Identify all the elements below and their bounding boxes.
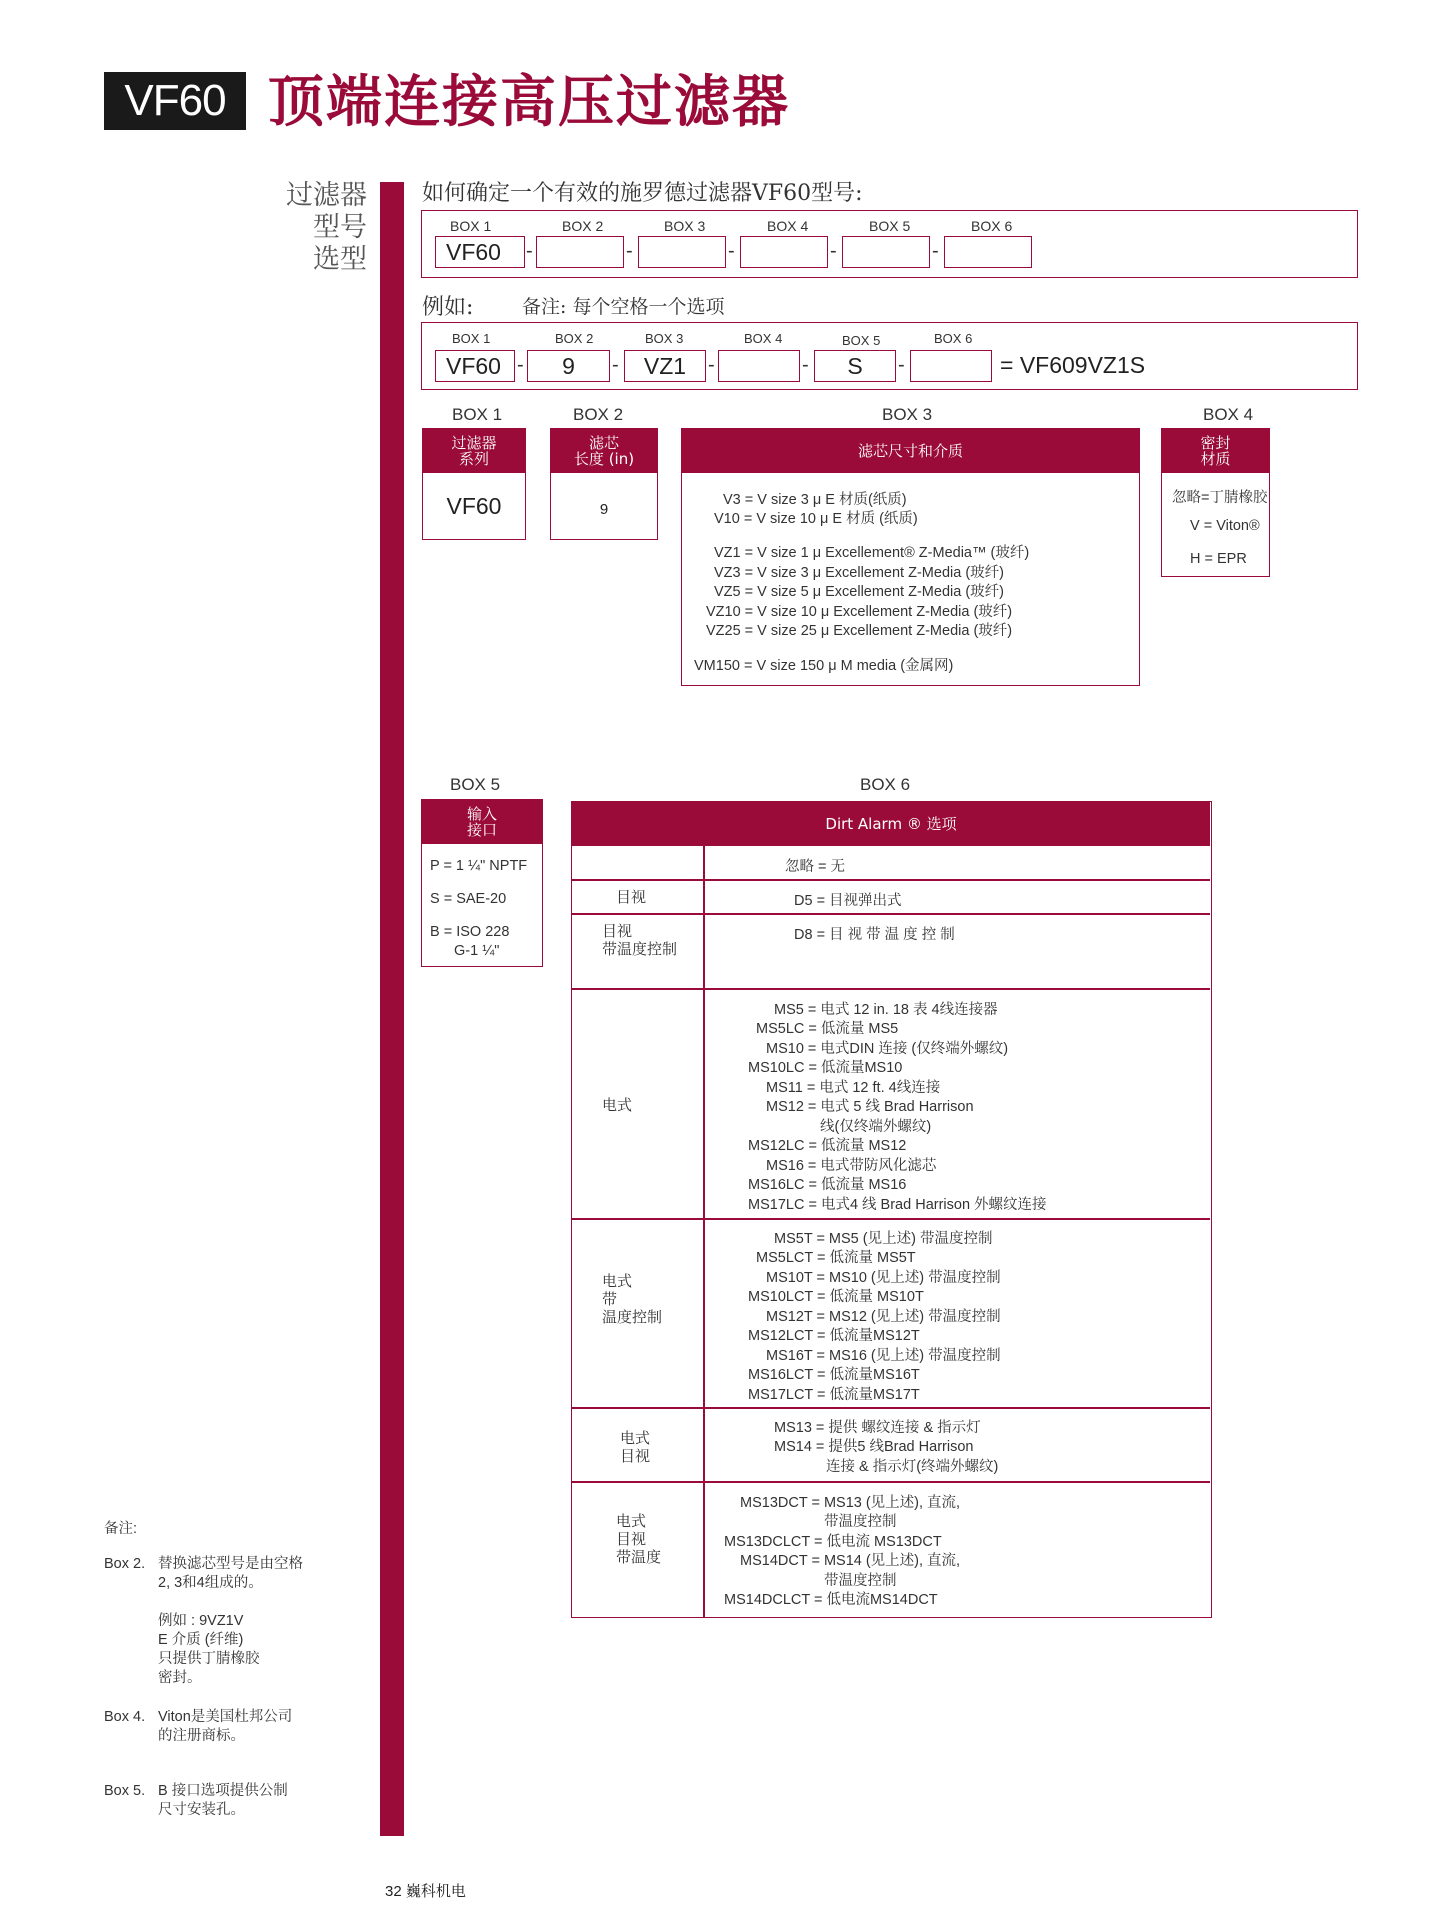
box6-electric-label: 电式 [602, 1097, 633, 1114]
column-divider [703, 846, 705, 1617]
example-dash: - [802, 354, 809, 376]
form-dash: - [728, 240, 735, 262]
box3-option: VM150 = V size 150 μ M media (金属网) [694, 658, 954, 674]
option-line: MS14DCLCT = 低电流MS14DCT [724, 1592, 938, 1608]
example-dash: - [517, 354, 524, 376]
form-label: BOX 2 [562, 218, 604, 234]
box3-option: VZ5 = V size 5 μ Excellement Z-Media (玻纤) [714, 584, 1004, 600]
option-line: 线(仅终端外螺纹) [820, 1119, 932, 1135]
row-divider [572, 879, 1210, 881]
option-line: MS12LCT = 低流量MS12T [748, 1328, 920, 1344]
box6-head: Dirt Alarm ® 选项 [572, 802, 1210, 846]
form-dash: - [830, 240, 837, 262]
example-label-box: BOX 6 [934, 331, 973, 346]
box4-label: BOX 4 [1203, 405, 1254, 424]
note-box2-label: Box 2. [104, 1556, 146, 1572]
option-line: MS14DCT = MS14 (见上述), 直流, [740, 1553, 961, 1569]
box2-section [550, 428, 658, 540]
box1-head-line: 系列 [458, 450, 489, 468]
note-line: 的注册商标。 [158, 1728, 245, 1744]
box1-section [422, 428, 526, 540]
box5-head [422, 800, 542, 844]
model-tag: VF60 [104, 72, 246, 130]
box6-electric-visual-options [774, 1416, 1194, 1478]
example-dash: - [708, 354, 715, 376]
box6-electric-visual-label [620, 1430, 650, 1466]
label-line: 目视 [620, 1448, 651, 1465]
note-line: 替换滤芯型号是由空格 [158, 1556, 303, 1572]
example-box-1: VF60 [435, 350, 515, 382]
box4-option: 忽略=丁腈橡胶 [1172, 490, 1268, 506]
note-line: 例如 : 9VZ1V [158, 1613, 244, 1629]
option-line: 连接 & 指示灯(终端外螺纹) [826, 1459, 999, 1475]
selection-heading-line: 过滤器 [286, 180, 367, 211]
option-line: MS13DCT = MS13 (见上述), 直流, [740, 1495, 961, 1511]
box5-label: BOX 5 [450, 775, 501, 794]
box2-value: 9 [599, 501, 609, 518]
box1-head-line: 过滤器 [451, 434, 497, 452]
option-line: MS12T = MS12 (见上述) 带温度控制 [766, 1309, 1001, 1325]
option-line: MS13DCLCT = 低电流 MS13DCT [724, 1534, 942, 1550]
box2-head [551, 429, 657, 473]
page-footer: 32 巍科机电 [385, 1883, 466, 1900]
vertical-accent-bar [380, 182, 404, 1836]
label-line: 温度控制 [602, 1309, 663, 1326]
form-box-2[interactable] [536, 236, 624, 268]
option-line: MS5 = 电式 12 in. 18 表 4线连接器 [774, 1002, 998, 1018]
box2-head-line: 长度 (in) [573, 450, 635, 468]
form-box-4[interactable] [740, 236, 828, 268]
selection-heading-line: 型号 [313, 212, 367, 243]
label-line: 电式 [616, 1513, 647, 1530]
box5-head-line: 接口 [466, 821, 497, 839]
label-line: 电式 [620, 1430, 651, 1447]
option-line: MS16LCT = 低流量MS16T [748, 1367, 920, 1383]
option-line: MS10 = 电式DIN 连接 (仅终端外螺纹) [766, 1041, 1009, 1057]
option-line: MS14 = 提供5 线Brad Harrison [774, 1439, 974, 1455]
option-line: MS5LCT = 低流量 MS5T [756, 1250, 916, 1266]
row-divider [572, 1407, 1210, 1409]
note-line: E 介质 (纤维) [158, 1632, 244, 1648]
how-to-text: 如何确定一个有效的施罗德过滤器VF60型号: [422, 181, 863, 206]
note-line: 只提供丁腈橡胶 [158, 1651, 260, 1667]
form-label: BOX 6 [971, 218, 1013, 234]
box4-option: H = EPR [1190, 551, 1247, 567]
box2-head-line: 滤芯 [588, 434, 619, 452]
example-note: 备注: 每个空格一个选项 [522, 296, 725, 318]
selection-heading [272, 180, 367, 276]
box6-electric-temp-options [748, 1227, 1188, 1403]
example-box-4 [718, 350, 800, 382]
form-dash: - [932, 240, 939, 262]
box5-option: B = ISO 228 [430, 924, 510, 940]
option-line: 带温度控制 [824, 1573, 897, 1589]
box6-visual-label: 目视 [616, 889, 647, 906]
form-label: BOX 1 [450, 218, 492, 234]
example-box-2: 9 [527, 350, 610, 382]
label-line: 带 [602, 1291, 618, 1308]
example-box-6 [910, 350, 992, 382]
option-line: MS5LC = 低流量 MS5 [756, 1021, 899, 1037]
note-box4-text [158, 1708, 292, 1746]
option-line: MS13 = 提供 螺纹连接 & 指示灯 [774, 1420, 981, 1436]
note-line: 尺寸安装孔。 [158, 1802, 245, 1818]
note-box4-label: Box 4. [104, 1709, 146, 1725]
example-dash: - [898, 354, 905, 376]
example-label-box: BOX 5 [842, 333, 881, 348]
box3-option: VZ3 = V size 3 μ Excellement Z-Media (玻纤) [714, 565, 1004, 581]
box3-option: VZ1 = V size 1 μ Excellement® Z-Media™ (玻纤) [714, 545, 1030, 561]
example-label-box: BOX 4 [744, 331, 783, 346]
box1-value: VF60 [446, 493, 502, 519]
box4-option: V = Viton® [1190, 518, 1260, 534]
note-line: 2, 3和4组成的。 [158, 1575, 263, 1591]
box6-electric-visual-temp-label [616, 1513, 661, 1567]
box6-electric-visual-temp-options [724, 1491, 1194, 1611]
option-line: MS16T = MS16 (见上述) 带温度控制 [766, 1348, 1001, 1364]
example-dash: - [612, 354, 619, 376]
option-line: MS5T = MS5 (见上述) 带温度控制 [774, 1231, 993, 1247]
box1-head [423, 429, 525, 473]
note-box5-label: Box 5. [104, 1783, 146, 1799]
example-result: = VF609VZ1S [1000, 352, 1146, 378]
form-dash: - [626, 240, 633, 262]
box6-label: BOX 6 [860, 775, 911, 794]
row-divider [572, 1481, 1210, 1483]
page-title: 顶端连接高压过滤器 [268, 70, 790, 135]
box5-option: S = SAE-20 [430, 891, 507, 907]
box4-head [1162, 429, 1269, 473]
box6-none: 忽略 = 无 [785, 859, 846, 875]
example-box-5: S [814, 350, 896, 382]
box1-label: BOX 1 [452, 405, 503, 424]
option-line: MS17LCT = 低流量MS17T [748, 1387, 920, 1403]
box5-option: G-1 ¼" [454, 943, 500, 959]
box5-section [421, 799, 543, 967]
example-label-box: BOX 1 [452, 331, 491, 346]
box6-electric-options [748, 998, 1194, 1214]
box5-head-line: 输入 [466, 805, 497, 823]
option-line: MS16 = 电式带防风化滤芯 [766, 1158, 937, 1174]
option-line: MS10T = MS10 (见上述) 带温度控制 [766, 1270, 1001, 1286]
form-label: BOX 4 [767, 218, 809, 234]
option-line: MS12 = 电式 5 线 Brad Harrison [766, 1099, 974, 1115]
form-dash: - [526, 240, 533, 262]
box4-head-line: 密封 [1200, 434, 1231, 452]
selection-heading-line: 选型 [313, 244, 367, 275]
note-box5-text [158, 1782, 288, 1820]
box3-option: VZ10 = V size 10 μ Excellement Z-Media (玻纤) [706, 604, 1013, 620]
box3-option: V10 = V size 10 μ E 材质 (纸质) [714, 511, 918, 527]
box5-option: P = 1 ¼" NPTF [430, 858, 528, 874]
example-label-box: BOX 3 [645, 331, 684, 346]
form-label: BOX 5 [869, 218, 911, 234]
label-line: 目视 [616, 1531, 647, 1548]
example-label-box: BOX 2 [555, 331, 594, 346]
box6-electric-temp-label [602, 1273, 662, 1327]
option-line: MS11 = 电式 12 ft. 4线连接 [766, 1080, 941, 1096]
box6-visual-temp-label [602, 923, 677, 959]
label-line: 带温度控制 [602, 941, 678, 958]
box3-option: VZ25 = V size 25 μ Excellement Z-Media (玻纤) [706, 623, 1013, 639]
box2-label: BOX 2 [573, 405, 624, 424]
label-line: 带温度 [616, 1549, 662, 1566]
example-label: 例如: [422, 295, 474, 320]
note-box2-example [158, 1612, 260, 1688]
form-box-6[interactable] [944, 236, 1032, 268]
form-box-3[interactable] [638, 236, 726, 268]
option-line: MS16LC = 低流量 MS16 [748, 1177, 907, 1193]
option-line: MS12LC = 低流量 MS12 [748, 1138, 907, 1154]
box6-visual-option: D5 = 目视弹出式 [794, 893, 902, 909]
box3-label: BOX 3 [882, 405, 933, 424]
form-box-5[interactable] [842, 236, 930, 268]
note-box2-text [158, 1555, 303, 1593]
row-divider [572, 1218, 1210, 1220]
box6-table [571, 801, 1212, 1618]
example-box-3: VZ1 [624, 350, 706, 382]
label-line: 电式 [602, 1273, 633, 1290]
box3-option: V3 = V size 3 μ E 材质(纸质) [723, 492, 907, 508]
option-line: 带温度控制 [824, 1514, 897, 1530]
box3-head: 滤芯尺寸和介质 [682, 429, 1139, 473]
notes-title: 备注: [104, 1521, 138, 1537]
row-divider [572, 913, 1210, 915]
option-line: MS10LC = 低流量MS10 [748, 1060, 903, 1076]
note-line: Viton是美国杜邦公司 [158, 1709, 293, 1725]
form-label: BOX 3 [664, 218, 706, 234]
note-line: B 接口选项提供公制 [158, 1783, 288, 1799]
form-box-1[interactable]: VF60 [435, 236, 525, 268]
option-line: MS17LC = 电式4 线 Brad Harrison 外螺纹连接 [748, 1197, 1047, 1213]
option-line: MS10LCT = 低流量 MS10T [748, 1289, 924, 1305]
box4-head-line: 材质 [1200, 450, 1231, 468]
label-line: 目视 [602, 923, 633, 940]
row-divider [572, 988, 1210, 990]
box6-visual-temp-option: D8 = 目 视 带 温 度 控 制 [794, 927, 955, 943]
note-line: 密封。 [158, 1670, 202, 1686]
